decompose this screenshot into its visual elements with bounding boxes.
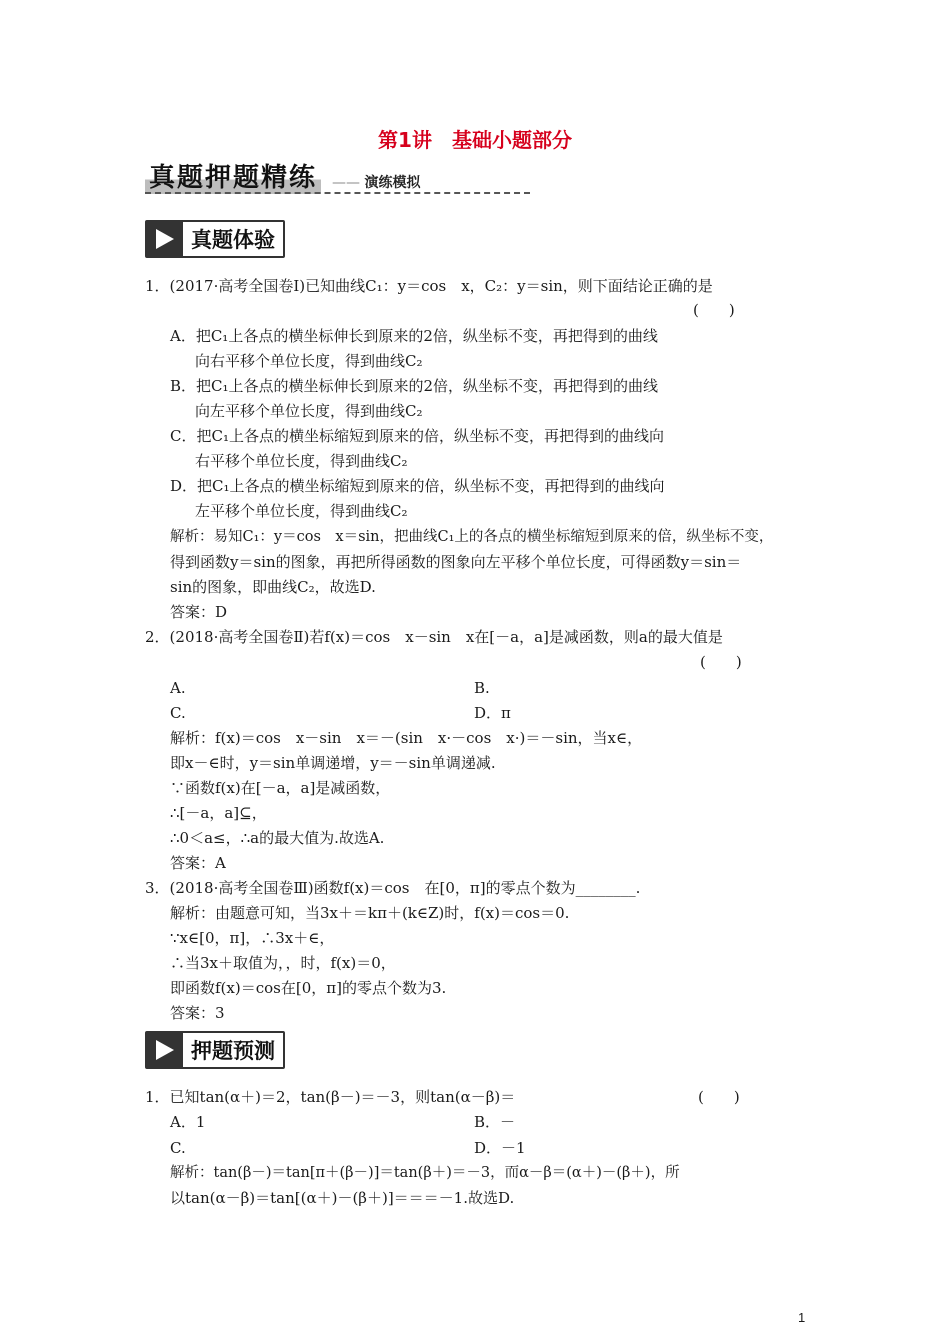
q1-option-d-line1: D．把C₁上各点的横坐标缩短到原来的倍，纵坐标不变，再把得到的曲线向 (170, 477, 665, 495)
banner-main: 真题押题精练 (145, 162, 321, 194)
p1-option-d: D．－1 (474, 1139, 526, 1157)
q1-option-c-line2: 右平移个单位长度，得到曲线C₂ (195, 452, 408, 470)
play-icon (147, 222, 183, 256)
p1-stem: 1．已知tan(α＋)＝2，tan(β－)＝－3，则tan(α－β)＝ (145, 1088, 516, 1106)
q2-answer-bracket: ( ) (700, 653, 742, 671)
q3-solution-line3: ∴当3x＋取值为，，时，f(x)＝0， (170, 954, 396, 972)
q2-option-a: A. (170, 679, 186, 697)
banner-divider (145, 192, 530, 194)
q1-option-b-line1: B．把C₁上各点的横坐标伸长到原来的2倍，纵坐标不变，再把得到的曲线 (170, 377, 659, 395)
play-icon (147, 1033, 183, 1067)
q2-answer: 答案：A (170, 854, 226, 872)
q2-solution-line1: 解析：f(x)＝cos x－sin x＝－(sin x·－cos x·)＝－sin，当x∈， (170, 729, 643, 747)
banner-sub: —— 演练模拟 (332, 172, 420, 192)
p1-solution-line2: 以tan(α－β)＝tan[(α＋)－(β＋)]＝＝＝－1.故选D. (170, 1189, 515, 1207)
q2-solution-line2: 即x－∈时，y＝sin单调递增，y＝－sin单调递减. (170, 754, 496, 772)
q1-stem: 1．(2017·高考全国卷Ⅰ)已知曲线C₁：y＝cos x，C₂：y＝sin，则下面结论正确的是 (145, 277, 713, 295)
q1-option-b-line2: 向左平移个单位长度，得到曲线C₂ (195, 402, 423, 420)
q2-solution-line5: ∴0＜a≤，∴a的最大值为.故选A. (170, 829, 385, 847)
q1-option-d-line2: 左平移个单位长度，得到曲线C₂ (195, 502, 408, 520)
q3-solution-line4: 即函数f(x)＝cos在[0，π]的零点个数为3. (170, 979, 447, 997)
p1-option-b: B．－ (474, 1113, 516, 1131)
q2-solution-line3: ∵函数f(x)在[－a，a]是减函数， (170, 779, 391, 797)
q2-option-b: B. (474, 679, 490, 697)
q2-solution-line4: ∴[－a，a]⊆， (170, 804, 267, 822)
page-number: 1 (798, 1310, 806, 1325)
q1-option-a-line2: 向右平移个单位长度，得到曲线C₂ (195, 352, 423, 370)
q2-option-c: C. (170, 704, 186, 722)
q3-stem: 3．(2018·高考全国卷Ⅲ)函数f(x)＝cos 在[0，π]的零点个数为________. (145, 879, 641, 897)
q1-answer: 答案：D (170, 603, 228, 621)
q1-solution-line2: 得到函数y＝sin的图象，再把所得函数的图象向左平移个单位长度，可得函数y＝sin＝ (170, 553, 742, 571)
p1-option-a: A．1 (170, 1113, 206, 1131)
q1-option-a-line1: A．把C₁上各点的横坐标伸长到原来的2倍，纵坐标不变，再把得到的曲线 (170, 327, 658, 345)
q2-stem: 2．(2018·高考全国卷Ⅱ)若f(x)＝cos x－sin x在[－a，a]是减函数，则a的最大值是 (145, 628, 723, 646)
p1-solution-line1: 解析：tan(β－)＝tan[π＋(β－)]＝tan(β＋)＝－3，而α－β＝(α＋)－(β＋)，所 (170, 1165, 680, 1181)
q1-option-c-line1: C．把C₁上各点的横坐标缩短到原来的倍，纵坐标不变，再把得到的曲线向 (170, 427, 664, 445)
q3-solution-line1: 解析：由题意可知，当3x＋＝kπ＋(k∈Z)时，f(x)＝cos＝0. (170, 904, 570, 922)
section-label: 押题预测 (191, 1039, 275, 1063)
section-header-predictions (145, 1031, 285, 1069)
p1-answer-bracket: ( ) (698, 1088, 740, 1106)
q1-solution-line3: sin的图象，即曲线C₂，故选D. (170, 578, 376, 596)
section-header-real-questions (145, 220, 285, 258)
q2-option-d: D．π (474, 704, 511, 722)
q1-answer-bracket: ( ) (693, 301, 735, 319)
q1-solution-line1: 解析：易知C₁：y＝cos x＝sin，把曲线C₁上的各点的横坐标缩短到原来的倍，纵坐标不变， (170, 529, 774, 545)
q3-solution-line2: ∵x∈[0，π]，∴3x＋∈， (170, 929, 335, 947)
page-title: 第1讲 基础小题部分 (378, 128, 572, 152)
section-label: 真题体验 (191, 228, 275, 252)
q3-answer: 答案：3 (170, 1004, 225, 1022)
p1-option-c: C. (170, 1139, 186, 1157)
